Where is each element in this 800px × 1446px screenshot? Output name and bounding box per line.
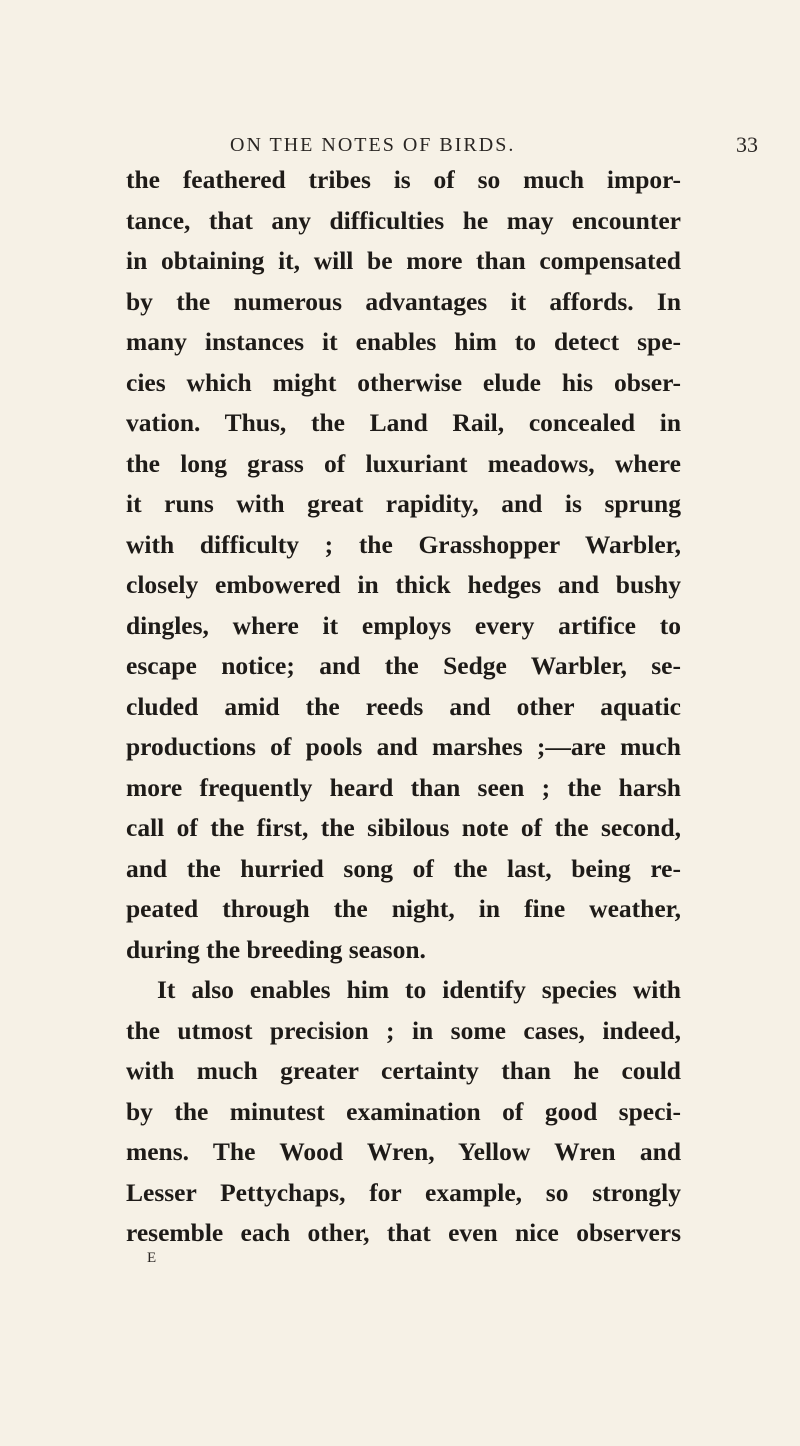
text-line: the long grass of luxuriant meadows, where (126, 448, 681, 478)
text-line: call of the first, the sibilous note of the second, (126, 813, 681, 842)
text-line: resemble each other, that even nice observers (126, 1218, 681, 1247)
signature-mark: E (147, 1250, 158, 1266)
text-line-paragraph-end: during the breeding season. (126, 934, 426, 964)
text-line: with difficulty ; the Grasshopper Warbler, (126, 529, 681, 559)
text-line: closely embowered in thick hedges and bushy (126, 570, 681, 599)
text-line: dingles, where it employs every artifice to (126, 610, 681, 640)
text-line: cies which might otherwise elude his obser- (126, 367, 681, 397)
text-line: productions of pools and marshes ;—are much (126, 732, 681, 761)
text-line: cluded amid the reeds and other aquatic (126, 691, 681, 721)
text-line: more frequently heard than seen ; the harsh (126, 772, 681, 802)
text-line: with much greater certainty than he could (126, 1056, 681, 1085)
text-line: and the hurried song of the last, being re- (126, 853, 681, 883)
text-line: by the minutest examination of good speci- (126, 1096, 681, 1126)
text-line: mens. The Wood Wren, Yellow Wren and (126, 1137, 681, 1166)
running-header: ON THE NOTES OF BIRDS. (230, 134, 516, 156)
body-text (126, 160, 681, 1254)
text-line: escape notice; and the Sedge Warbler, se- (126, 651, 681, 680)
page-number: 33 (736, 132, 758, 157)
text-line: the feathered tribes is of so much impor- (126, 165, 681, 194)
text-line: it runs with great rapidity, and is sprung (126, 489, 681, 518)
text-line: vation. Thus, the Land Rail, concealed in (126, 408, 681, 437)
text-line: tance, that any difficulties he may encounter (126, 205, 681, 235)
text-line: Lesser Pettychaps, for example, so strongly (126, 1177, 681, 1207)
text-line: peated through the night, in fine weather, (126, 894, 681, 923)
text-line: by the numerous advantages it affords. In (126, 286, 681, 316)
text-line: many instances it enables him to detect spe- (126, 327, 681, 356)
text-line: the utmost precision ; in some cases, indeed, (126, 1015, 681, 1045)
text-line: in obtaining it, will be more than compensated (126, 246, 681, 275)
text-line-paragraph-start: It also enables him to identify species with (157, 975, 681, 1004)
